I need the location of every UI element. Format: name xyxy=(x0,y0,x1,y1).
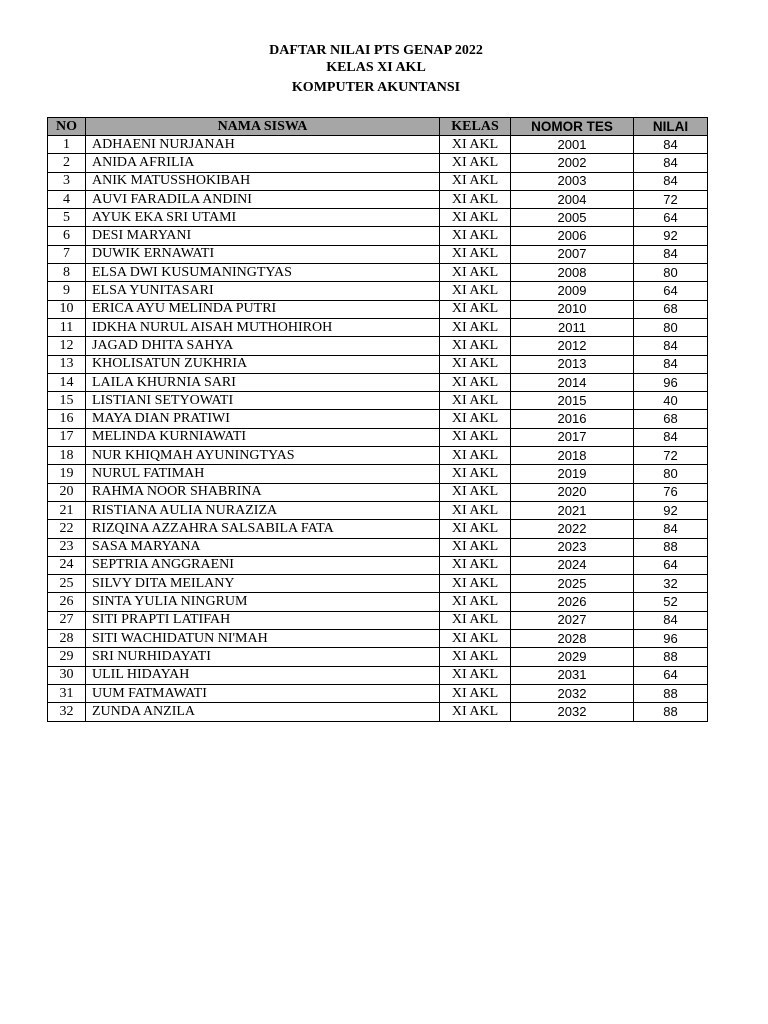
test-number: 2021 xyxy=(511,501,634,519)
student-name: SASA MARYANA xyxy=(86,538,440,556)
test-number: 2015 xyxy=(511,392,634,410)
table-row xyxy=(48,410,708,428)
table-row xyxy=(48,282,708,300)
student-name: SRI NURHIDAYATI xyxy=(86,648,440,666)
test-number: 2018 xyxy=(511,447,634,465)
score: 64 xyxy=(634,282,708,300)
table-row xyxy=(48,428,708,446)
score: 76 xyxy=(634,483,708,501)
table-row xyxy=(48,227,708,245)
row-number: 26 xyxy=(48,593,86,611)
student-class: XI AKL xyxy=(440,245,511,263)
student-class: XI AKL xyxy=(440,684,511,702)
table-row xyxy=(48,264,708,282)
student-class: XI AKL xyxy=(440,154,511,172)
score: 84 xyxy=(634,172,708,190)
student-name: ANIK MATUSSHOKIBAH xyxy=(86,172,440,190)
score: 88 xyxy=(634,703,708,721)
student-class: XI AKL xyxy=(440,172,511,190)
test-number: 2016 xyxy=(511,410,634,428)
student-name: MELINDA KURNIAWATI xyxy=(86,428,440,446)
row-number: 19 xyxy=(48,465,86,483)
student-class: XI AKL xyxy=(440,373,511,391)
test-number: 2025 xyxy=(511,575,634,593)
test-number: 2028 xyxy=(511,630,634,648)
row-number: 13 xyxy=(48,355,86,373)
score: 80 xyxy=(634,465,708,483)
document-title: DAFTAR NILAI PTS GENAP 2022 xyxy=(269,43,483,58)
table-row xyxy=(48,300,708,318)
table-row xyxy=(48,483,708,501)
test-number: 2023 xyxy=(511,538,634,556)
student-name: RAHMA NOOR SHABRINA xyxy=(86,483,440,501)
student-name: DESI MARYANI xyxy=(86,227,440,245)
student-class: XI AKL xyxy=(440,136,511,154)
row-number: 9 xyxy=(48,282,86,300)
header-kelas: KELAS xyxy=(440,118,511,136)
test-number: 2013 xyxy=(511,355,634,373)
student-class: XI AKL xyxy=(440,209,511,227)
student-name: DUWIK ERNAWATI xyxy=(86,245,440,263)
test-number: 2029 xyxy=(511,648,634,666)
header-no: NO xyxy=(48,118,86,136)
row-number: 17 xyxy=(48,428,86,446)
table-row xyxy=(48,703,708,721)
student-name: ZUNDA ANZILA xyxy=(86,703,440,721)
row-number: 23 xyxy=(48,538,86,556)
student-class: XI AKL xyxy=(440,703,511,721)
table-row xyxy=(48,465,708,483)
student-name: ELSA YUNITASARI xyxy=(86,282,440,300)
row-number: 12 xyxy=(48,337,86,355)
score: 96 xyxy=(634,630,708,648)
student-name: JAGAD DHITA SAHYA xyxy=(86,337,440,355)
student-class: XI AKL xyxy=(440,428,511,446)
test-number: 2031 xyxy=(511,666,634,684)
table-row xyxy=(48,611,708,629)
table-row xyxy=(48,318,708,336)
header-nilai: NILAI xyxy=(634,118,708,136)
test-number: 2027 xyxy=(511,611,634,629)
student-class: XI AKL xyxy=(440,465,511,483)
student-class: XI AKL xyxy=(440,447,511,465)
test-number: 2005 xyxy=(511,209,634,227)
score: 40 xyxy=(634,392,708,410)
test-number: 2009 xyxy=(511,282,634,300)
student-class: XI AKL xyxy=(440,355,511,373)
student-name: RIZQINA AZZAHRA SALSABILA FATA xyxy=(86,520,440,538)
student-name: MAYA DIAN PRATIWI xyxy=(86,410,440,428)
table-row xyxy=(48,593,708,611)
student-class: XI AKL xyxy=(440,648,511,666)
test-number: 2032 xyxy=(511,703,634,721)
student-class: XI AKL xyxy=(440,410,511,428)
row-number: 27 xyxy=(48,611,86,629)
row-number: 31 xyxy=(48,684,86,702)
test-number: 2012 xyxy=(511,337,634,355)
row-number: 20 xyxy=(48,483,86,501)
score: 84 xyxy=(634,428,708,446)
score: 84 xyxy=(634,245,708,263)
score: 84 xyxy=(634,337,708,355)
score: 88 xyxy=(634,684,708,702)
header-nama-siswa: NAMA SISWA xyxy=(86,118,440,136)
table-row xyxy=(48,648,708,666)
table-row xyxy=(48,209,708,227)
student-class: XI AKL xyxy=(440,501,511,519)
test-number: 2024 xyxy=(511,556,634,574)
student-class: XI AKL xyxy=(440,190,511,208)
table-row xyxy=(48,666,708,684)
student-name: IDKHA NURUL AISAH MUTHOHIROH xyxy=(86,318,440,336)
test-number: 2002 xyxy=(511,154,634,172)
student-class: XI AKL xyxy=(440,392,511,410)
test-number: 2006 xyxy=(511,227,634,245)
table-row xyxy=(48,373,708,391)
row-number: 3 xyxy=(48,172,86,190)
score: 52 xyxy=(634,593,708,611)
test-number: 2001 xyxy=(511,136,634,154)
student-name: SEPTRIA ANGGRAENI xyxy=(86,556,440,574)
student-name: KHOLISATUN ZUKHRIA xyxy=(86,355,440,373)
test-number: 2032 xyxy=(511,684,634,702)
student-name: SITI WACHIDATUN NI'MAH xyxy=(86,630,440,648)
grades-table-header xyxy=(48,118,708,136)
table-row xyxy=(48,355,708,373)
table-row xyxy=(48,501,708,519)
student-name: NUR KHIQMAH AYUNINGTYAS xyxy=(86,447,440,465)
table-row xyxy=(48,630,708,648)
student-class: XI AKL xyxy=(440,264,511,282)
table-row xyxy=(48,392,708,410)
test-number: 2017 xyxy=(511,428,634,446)
document-subject-subtitle: KOMPUTER AKUNTANSI xyxy=(291,80,461,95)
score: 80 xyxy=(634,264,708,282)
row-number: 29 xyxy=(48,648,86,666)
score: 64 xyxy=(634,556,708,574)
table-row xyxy=(48,154,708,172)
student-class: XI AKL xyxy=(440,520,511,538)
row-number: 30 xyxy=(48,666,86,684)
test-number: 2008 xyxy=(511,264,634,282)
row-number: 18 xyxy=(48,447,86,465)
table-row xyxy=(48,447,708,465)
student-name: SINTA YULIA NINGRUM xyxy=(86,593,440,611)
student-name: LISTIANI SETYOWATI xyxy=(86,392,440,410)
table-row xyxy=(48,190,708,208)
score: 68 xyxy=(634,300,708,318)
test-number: 2020 xyxy=(511,483,634,501)
header-row xyxy=(48,118,708,136)
score: 88 xyxy=(634,648,708,666)
test-number: 2019 xyxy=(511,465,634,483)
student-name: SITI PRAPTI LATIFAH xyxy=(86,611,440,629)
student-class: XI AKL xyxy=(440,630,511,648)
row-number: 25 xyxy=(48,575,86,593)
score: 64 xyxy=(634,209,708,227)
row-number: 6 xyxy=(48,227,86,245)
table-row xyxy=(48,172,708,190)
student-class: XI AKL xyxy=(440,575,511,593)
student-name: RISTIANA AULIA NURAZIZA xyxy=(86,501,440,519)
row-number: 28 xyxy=(48,630,86,648)
student-class: XI AKL xyxy=(440,483,511,501)
table-row xyxy=(48,245,708,263)
score: 88 xyxy=(634,538,708,556)
student-class: XI AKL xyxy=(440,611,511,629)
student-name: ERICA AYU MELINDA PUTRI xyxy=(86,300,440,318)
table-row xyxy=(48,575,708,593)
student-class: XI AKL xyxy=(440,538,511,556)
row-number: 11 xyxy=(48,318,86,336)
student-name: ADHAENI NURJANAH xyxy=(86,136,440,154)
student-name: AUVI FARADILA ANDINI xyxy=(86,190,440,208)
score: 92 xyxy=(634,227,708,245)
row-number: 8 xyxy=(48,264,86,282)
student-class: XI AKL xyxy=(440,227,511,245)
row-number: 21 xyxy=(48,501,86,519)
score: 84 xyxy=(634,154,708,172)
score: 96 xyxy=(634,373,708,391)
student-class: XI AKL xyxy=(440,556,511,574)
grades-table-body xyxy=(48,136,708,722)
student-name: ANIDA AFRILIA xyxy=(86,154,440,172)
table-row xyxy=(48,556,708,574)
student-class: XI AKL xyxy=(440,337,511,355)
row-number: 24 xyxy=(48,556,86,574)
grades-table xyxy=(47,117,708,722)
table-row xyxy=(48,337,708,355)
test-number: 2003 xyxy=(511,172,634,190)
student-class: XI AKL xyxy=(440,318,511,336)
score: 84 xyxy=(634,611,708,629)
student-class: XI AKL xyxy=(440,666,511,684)
student-class: XI AKL xyxy=(440,300,511,318)
score: 80 xyxy=(634,318,708,336)
test-number: 2004 xyxy=(511,190,634,208)
student-name: ULIL HIDAYAH xyxy=(86,666,440,684)
row-number: 15 xyxy=(48,392,86,410)
student-name: LAILA KHURNIA SARI xyxy=(86,373,440,391)
student-name: AYUK EKA SRI UTAMI xyxy=(86,209,440,227)
table-row xyxy=(48,136,708,154)
test-number: 2014 xyxy=(511,373,634,391)
score: 84 xyxy=(634,355,708,373)
table-row xyxy=(48,520,708,538)
row-number: 1 xyxy=(48,136,86,154)
table-row xyxy=(48,538,708,556)
row-number: 16 xyxy=(48,410,86,428)
student-class: XI AKL xyxy=(440,282,511,300)
student-name: UUM FATMAWATI xyxy=(86,684,440,702)
student-name: ELSA DWI KUSUMANINGTYAS xyxy=(86,264,440,282)
row-number: 14 xyxy=(48,373,86,391)
score: 68 xyxy=(634,410,708,428)
score: 84 xyxy=(634,136,708,154)
test-number: 2007 xyxy=(511,245,634,263)
row-number: 7 xyxy=(48,245,86,263)
row-number: 22 xyxy=(48,520,86,538)
row-number: 5 xyxy=(48,209,86,227)
score: 64 xyxy=(634,666,708,684)
document-class-subtitle: KELAS XI AKL xyxy=(326,60,426,75)
row-number: 2 xyxy=(48,154,86,172)
student-name: SILVY DITA MEILANY xyxy=(86,575,440,593)
row-number: 32 xyxy=(48,703,86,721)
test-number: 2010 xyxy=(511,300,634,318)
test-number: 2022 xyxy=(511,520,634,538)
student-name: NURUL FATIMAH xyxy=(86,465,440,483)
table-row xyxy=(48,684,708,702)
score: 84 xyxy=(634,520,708,538)
row-number: 4 xyxy=(48,190,86,208)
test-number: 2026 xyxy=(511,593,634,611)
header-nomor-tes: NOMOR TES xyxy=(511,118,634,136)
test-number: 2011 xyxy=(511,318,634,336)
score: 72 xyxy=(634,190,708,208)
score: 72 xyxy=(634,447,708,465)
row-number: 10 xyxy=(48,300,86,318)
score: 92 xyxy=(634,501,708,519)
score: 32 xyxy=(634,575,708,593)
student-class: XI AKL xyxy=(440,593,511,611)
